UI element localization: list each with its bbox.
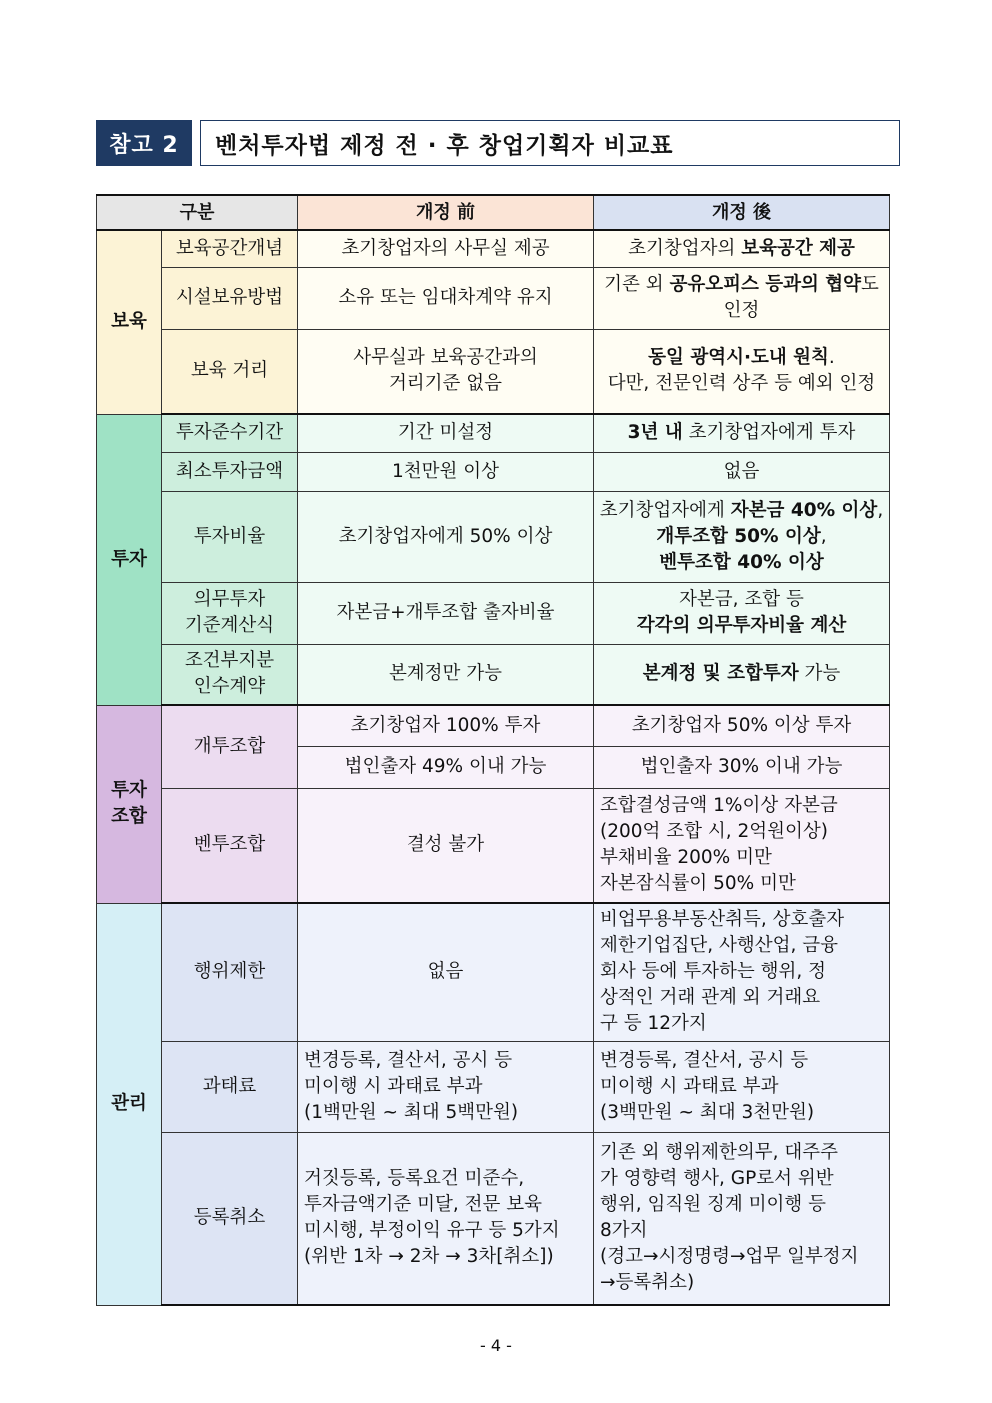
- cell-before: 1천만원 이상: [298, 452, 594, 491]
- cell-before: 변경등록, 결산서, 공시 등 미이행 시 과태료 부과 (1백만원 ~ 최대 5백만원): [298, 1041, 594, 1132]
- cell-after: 조합결성금액 1%이상 자본금 (200억 조합 시, 2억원이상) 부채비율 200% 미만 자본잠식률이 50% 미만: [594, 788, 890, 903]
- cell-before: 결성 불가: [298, 788, 594, 903]
- row-label: 투자비율: [162, 491, 298, 582]
- table-row: [97, 329, 890, 414]
- cell-before: 초기창업자에게 50% 이상: [298, 491, 594, 582]
- table-header-row: [97, 195, 890, 230]
- table-row: [97, 491, 890, 582]
- table-row: [97, 230, 890, 267]
- reference-badge: 참고 2: [96, 120, 192, 166]
- cell-before: 초기창업자 100% 투자: [298, 705, 594, 746]
- cell-after: 변경등록, 결산서, 공시 등 미이행 시 과태료 부과 (3백만원 ~ 최대 3천만원): [594, 1041, 890, 1132]
- cell-before: 소유 또는 임대차계약 유지: [298, 267, 594, 329]
- cell-before: 없음: [298, 903, 594, 1041]
- page-number: - 4 -: [480, 1336, 512, 1355]
- col-header-after: 개정 後: [594, 195, 890, 230]
- cell-after: 비업무용부동산취득, 상호출자 제한기업집단, 사행산업, 금융 회사 등에 투자하는 행위, 정 상적인 거래 관계 외 거래요 구 등 12가지: [594, 903, 890, 1041]
- cell-before: 거짓등록, 등록요건 미준수, 투자금액기준 미달, 전문 보육 미시행, 부정이익 유구 등 5가지 (위반 1차 → 2차 → 3차[취소]): [298, 1132, 594, 1305]
- cell-after: 본계정 및 조합투자 가능: [594, 644, 890, 705]
- cell-after: 초기창업자의 보육공간 제공: [594, 230, 890, 267]
- table-row: [97, 582, 890, 644]
- table-row: [97, 452, 890, 491]
- group-label-gwanri: 관리: [97, 903, 162, 1305]
- row-label: 과태료: [162, 1041, 298, 1132]
- cell-after: 기존 외 공유오피스 등과의 협약도 인정: [594, 267, 890, 329]
- table-row: [97, 414, 890, 452]
- row-label: 최소투자금액: [162, 452, 298, 491]
- cell-before: 사무실과 보육공간과의 거리기준 없음: [298, 329, 594, 414]
- row-label: 개투조합: [162, 705, 298, 788]
- row-label: 보육공간개념: [162, 230, 298, 267]
- cell-after: 없음: [594, 452, 890, 491]
- group-label-tuja-johap: 투자 조합: [97, 705, 162, 903]
- row-label: 등록취소: [162, 1132, 298, 1305]
- row-label: 보육 거리: [162, 329, 298, 414]
- col-header-before: 개정 前: [298, 195, 594, 230]
- col-header-gubun: 구분: [97, 195, 298, 230]
- group-label-tuja: 투자: [97, 414, 162, 705]
- cell-before: 자본금+개투조합 출자비율: [298, 582, 594, 644]
- cell-after: 기존 외 행위제한의무, 대주주 가 영향력 행사, GP로서 위반 행위, 임직원 징계 미이행 등 8가지 (경고→시정명령→업무 일부정지 →등록취소): [594, 1132, 890, 1305]
- table-row: [97, 644, 890, 705]
- row-label: 투자준수기간: [162, 414, 298, 452]
- table-row: [97, 705, 890, 746]
- group-label-boyuk: 보육: [97, 230, 162, 414]
- table-row: [97, 788, 890, 903]
- cell-after: 법인출자 30% 이내 가능: [594, 746, 890, 788]
- cell-before: 본계정만 가능: [298, 644, 594, 705]
- table-row: [97, 1132, 890, 1305]
- row-label: 벤투조합: [162, 788, 298, 903]
- cell-after: 초기창업자 50% 이상 투자: [594, 705, 890, 746]
- section-header: [96, 120, 900, 166]
- comparison-table: [96, 194, 890, 1306]
- row-label: 의무투자 기준계산식: [162, 582, 298, 644]
- row-label: 시설보유방법: [162, 267, 298, 329]
- cell-before: 초기창업자의 사무실 제공: [298, 230, 594, 267]
- cell-before: 법인출자 49% 이내 가능: [298, 746, 594, 788]
- table-row: [97, 267, 890, 329]
- cell-after: 동일 광역시·도내 원칙. 다만, 전문인력 상주 등 예외 인정: [594, 329, 890, 414]
- cell-after: 3년 내 초기창업자에게 투자: [594, 414, 890, 452]
- row-label: 행위제한: [162, 903, 298, 1041]
- cell-after: 초기창업자에게 자본금 40% 이상, 개투조합 50% 이상, 벤투조합 40% 이상: [594, 491, 890, 582]
- row-label: 조건부지분 인수계약: [162, 644, 298, 705]
- page-title: 벤처투자법 제정 전 · 후 창업기획자 비교표: [200, 120, 900, 166]
- table-row: [97, 1041, 890, 1132]
- table-row: [97, 903, 890, 1041]
- cell-after: 자본금, 조합 등 각각의 의무투자비율 계산: [594, 582, 890, 644]
- cell-before: 기간 미설정: [298, 414, 594, 452]
